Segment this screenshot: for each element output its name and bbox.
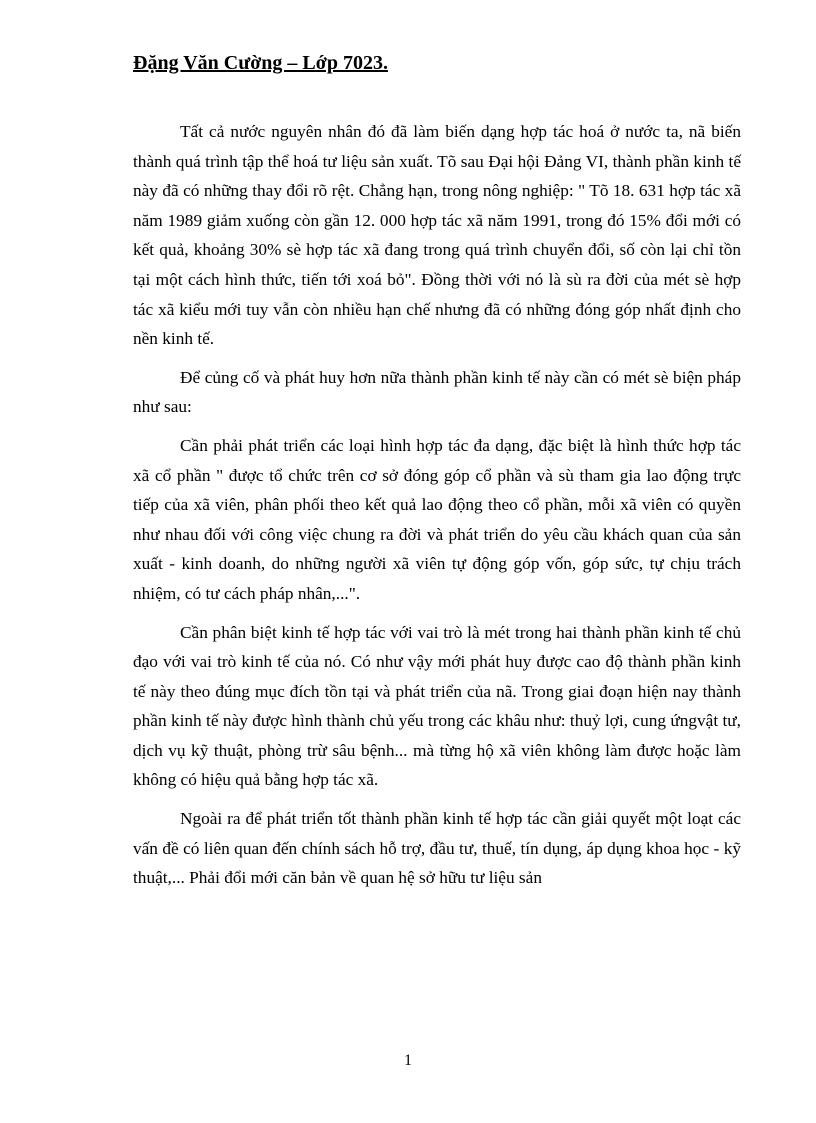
paragraph-policy-support: Ngoài ra để phát triển tốt thành phần kinh tế hợp tác cần giải quyết một loạt các vấn đề có liên quan đến chính sách hỗ trợ, đầu tư, thuế, tín dụng, áp dụng khoa học - kỹ thuật,... Phải đổi mới căn bản về quan hệ sở hữu tư liệu sản [133, 809, 741, 888]
paragraph-shareholding-cooperatives: Cần phải phát triển các loại hình hợp tác đa dạng, đặc biệt là hình thức hợp tác xã cổ phần " được tổ chức trên cơ sở đóng góp cổ phần và sù tham gia lao động trực tiếp của xã viên, phân phối theo kết quả lao động theo cổ phần, mỗi xã viên có quyền như nhau đối với công việc chung ra đời và phát triển do yêu cầu khách quan của sản xuất - kinh doanh, do những người xã viên tự động góp vốn, góp sức, tự chịu trách nhiệm, có tư cách pháp nhân,...". [133, 435, 741, 603]
page-number: 1 [404, 1052, 412, 1069]
paragraph-distinguish-roles: Cần phân biệt kinh tế hợp tác với vai trò là mét trong hai thành phần kinh tế chủ đạo với vai trò kinh tế của nó. Có như vậy mới phát huy được cao độ thành phần kinh tế này theo đúng mục đích tồn tại và phát triển của nã. Trong giai đoạn hiện nay thành phần kinh tế này được hình thành chủ yếu trong các khâu như: thuỷ lợi, cung ứngvật tư, dịch vụ kỹ thuật, phòng trừ sâu bệnh... mà từng hộ xã viên không làm được hoặc làm không có hiệu quả bằng hợp tác xã. [133, 622, 741, 790]
paragraph-measures-intro: Để củng cố và phát huy hơn nữa thành phần kinh tế này cần có mét sè biện pháp như sau: [133, 367, 741, 417]
document-body [133, 117, 741, 902]
author-class-header: Đặng Văn Cường – Lớp 7023. [133, 52, 388, 74]
paragraph-cooperative-history: Tất cả nước nguyên nhân đó đã làm biến dạng hợp tác hoá ở nước ta, nã biến thành quá trình tập thể hoá tư liệu sản xuất. Tõ sau Đại hội Đảng VI, thành phần kinh tế này đã có những thay đổi rõ rệt. Chẳng hạn, trong nông nghiệp: " Tõ 18. 631 hợp tác xã năm 1989 giảm xuống còn gần 12. 000 hợp tác xã năm 1991, trong đó 15% đổi mới có kết quả, khoảng 30% sè hợp tác xã đang trong quá trình chuyển đổi, số còn lại chỉ tồn tại một cách hình thức, tiến tới xoá bỏ". Đồng thời với nó là sù ra đời của mét sè hợp tác xã kiểu mới tuy vẫn còn nhiều hạn chế nhưng đã có những đóng góp nhất định cho nền kinh tế. [133, 122, 741, 349]
